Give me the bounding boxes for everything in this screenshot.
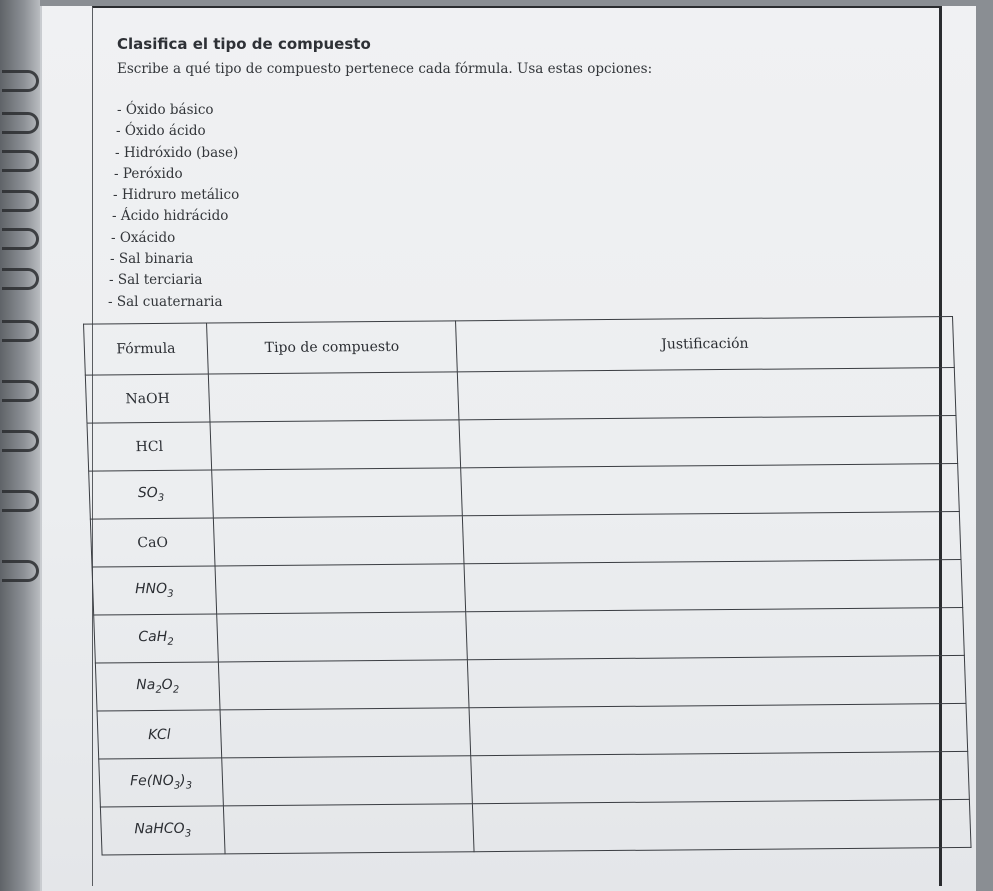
formula-text: HCl (135, 438, 164, 455)
formula-text: O (161, 676, 173, 694)
binder-ring (2, 70, 39, 92)
formula-cell (94, 614, 219, 663)
table-row (97, 703, 968, 759)
compound-type-cell[interactable] (217, 612, 468, 662)
formula-text: Fe(NO (129, 772, 174, 790)
justification-cell[interactable] (461, 463, 960, 515)
compound-type-cell[interactable] (208, 372, 459, 422)
table-row (95, 655, 966, 711)
option-item: - Peróxido (114, 165, 183, 182)
formula-text: CaH (138, 628, 168, 646)
compound-type-cell[interactable] (210, 420, 461, 470)
formula-text: KCl (147, 726, 171, 743)
formula-subscript: 2 (172, 684, 180, 696)
table-row (100, 799, 971, 855)
justification-cell[interactable] (472, 799, 971, 851)
table-row (99, 751, 970, 807)
justification-cell[interactable] (464, 559, 963, 611)
binder-ring (2, 150, 39, 172)
formula-text: CaO (137, 534, 169, 551)
compound-type-cell[interactable] (223, 804, 474, 854)
justification-cell[interactable] (462, 511, 961, 563)
formula-subscript: 2 (155, 684, 163, 696)
justification-cell[interactable] (459, 416, 958, 468)
formula-text: ) (179, 772, 186, 789)
formula-cell (99, 758, 224, 807)
formula-cell (90, 518, 215, 567)
formula-text: SO (137, 485, 158, 502)
compound-type-cell[interactable] (218, 660, 469, 710)
header-compound-type: Tipo de compuesto (207, 321, 458, 374)
binder-ring (2, 112, 39, 134)
table-row (87, 416, 958, 472)
table-row (85, 368, 956, 424)
formula-subscript: 3 (157, 492, 165, 504)
option-item: - Oxácido (111, 229, 176, 246)
binder-ring (2, 430, 39, 452)
formula-subscript: 2 (167, 636, 174, 648)
formula-cell (95, 662, 220, 711)
formula-text: Na (135, 677, 156, 694)
justification-cell[interactable] (471, 751, 970, 803)
classification-table (83, 316, 972, 855)
notebook-binder (0, 0, 40, 891)
compound-type-cell[interactable] (215, 564, 466, 614)
formula-cell (97, 710, 222, 759)
formula-subscript: 3 (184, 828, 192, 840)
justification-cell[interactable] (457, 368, 956, 420)
instructions-text: Escribe a qué tipo de compuesto pertenece cada fórmula. Usa estas opciones: (117, 61, 653, 77)
option-item: - Óxido ácido (116, 123, 206, 140)
formula-subscript: 3 (185, 780, 193, 792)
header-formula: Fórmula (84, 323, 209, 375)
binder-ring (2, 490, 39, 512)
table-row (89, 463, 960, 519)
compound-type-cell[interactable] (220, 708, 471, 758)
formula-cell (87, 422, 212, 471)
table-row (92, 559, 963, 615)
formula-cell (92, 566, 217, 615)
option-item: - Hidróxido (base) (115, 144, 239, 161)
worksheet-title: Clasifica el tipo de compuesto (117, 35, 371, 53)
justification-cell[interactable] (467, 655, 966, 707)
option-item: - Sal binaria (110, 251, 194, 268)
table-body (85, 368, 971, 855)
binder-ring (2, 380, 39, 402)
header-justification: Justificación (456, 317, 955, 372)
compound-type-cell[interactable] (213, 516, 464, 566)
justification-cell[interactable] (469, 703, 968, 755)
option-item: - Sal terciaria (109, 272, 203, 289)
option-item: - Ácido hidrácido (112, 208, 229, 225)
formula-text: HNO (134, 580, 168, 598)
binder-ring (2, 268, 39, 290)
binder-ring (2, 228, 39, 250)
option-item: - Hidruro metálico (113, 187, 240, 204)
option-item: - Óxido básico (117, 102, 214, 118)
binder-ring (2, 320, 39, 342)
table-row (94, 607, 965, 663)
classification-table-wrapper (45, 316, 969, 869)
formula-cell (85, 374, 210, 423)
formula-subscript: 3 (173, 780, 181, 792)
binder-ring (2, 190, 39, 212)
options-list (108, 100, 239, 313)
formula-subscript: 3 (167, 588, 174, 600)
compound-type-cell[interactable] (212, 468, 463, 518)
table-row (90, 511, 961, 567)
table-header-row (84, 317, 955, 376)
compound-type-cell[interactable] (222, 756, 473, 806)
option-item: - Sal cuaternaria (108, 293, 223, 310)
justification-cell[interactable] (466, 607, 965, 659)
formula-text: NaHCO (134, 820, 185, 838)
formula-cell (100, 806, 225, 855)
formula-text: NaOH (125, 390, 171, 407)
formula-cell (89, 470, 214, 519)
binder-ring (2, 560, 39, 582)
